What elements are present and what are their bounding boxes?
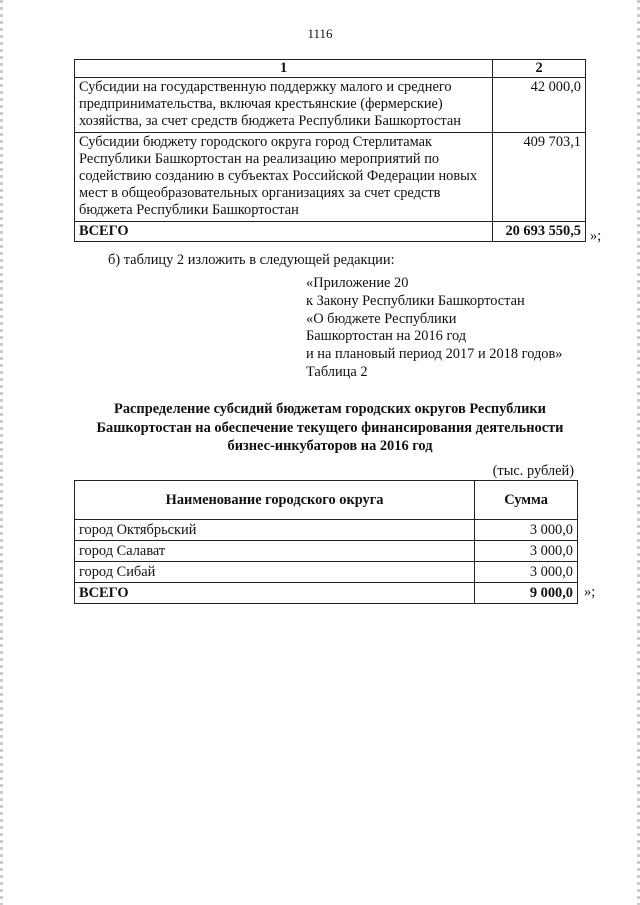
title-line: Башкортостан на обеспечение текущего финансирования деятельности xyxy=(96,419,564,436)
district-value: 3 000,0 xyxy=(475,541,578,562)
appendix-line: и на плановый период 2017 и 2018 годов» xyxy=(306,346,563,363)
page-number: 1116 xyxy=(307,26,333,41)
total-value: 20 693 550,5 xyxy=(493,222,586,242)
column-header-name: Наименование городского округа xyxy=(75,481,475,520)
column-header-2: 2 xyxy=(493,60,586,78)
table-header-row xyxy=(75,481,578,520)
table-row xyxy=(75,562,578,583)
districts-table xyxy=(74,480,578,604)
table-header-row xyxy=(75,60,586,78)
row-name: Субсидии бюджету городского округа город Стерлитамак Республики Башкортостан на реализацию мероприятий по содействию созданию в субъектах Российской Федерации новых мест в общеобразовательных организациях за счет средств бюджета Республики Башкортостан xyxy=(75,133,493,222)
appendix-reference xyxy=(306,275,563,382)
title-line: Распределение субсидий бюджетам городских округов Республики xyxy=(114,401,546,417)
total-label: ВСЕГО xyxy=(75,583,475,604)
appendix-line: Башкортостан на 2016 год xyxy=(306,328,467,345)
row-value: 42 000,0 xyxy=(493,78,586,133)
appendix-line: Таблица 2 xyxy=(306,363,368,380)
table-row xyxy=(75,78,586,133)
district-value: 3 000,0 xyxy=(475,520,578,541)
table-row xyxy=(75,520,578,541)
instruction-text: б) таблицу 2 изложить в следующей редакции: xyxy=(108,252,395,268)
district-name: город Октябрьский xyxy=(75,520,475,541)
appendix-line: к Закону Республики Башкортостан xyxy=(306,292,525,309)
title-line: бизнес-инкубаторов на 2016 год xyxy=(227,438,433,454)
district-name: город Сибай xyxy=(75,562,475,583)
district-value: 3 000,0 xyxy=(475,562,578,583)
column-header-1: 1 xyxy=(75,60,493,78)
units-label: (тыс. рублей) xyxy=(492,463,574,479)
closing-quote: »; xyxy=(584,584,596,600)
total-row xyxy=(75,583,578,604)
subsidies-table xyxy=(74,59,586,242)
row-value: 409 703,1 xyxy=(493,133,586,222)
appendix-line: «О бюджете Республики xyxy=(306,310,457,327)
table-row xyxy=(75,133,586,222)
total-value: 9 000,0 xyxy=(475,583,578,604)
total-row xyxy=(75,222,586,242)
row-name: Субсидии на государственную поддержку малого и среднего предпринимательства, включая крестьянские (фермерские) хозяйства, за счет средств бюджета Республики Башкортостан xyxy=(75,78,493,133)
district-name: город Салават xyxy=(75,541,475,562)
column-header-sum: Сумма xyxy=(475,481,578,520)
table-title xyxy=(74,400,586,456)
table-row xyxy=(75,541,578,562)
total-label: ВСЕГО xyxy=(75,222,493,242)
scan-edge-left xyxy=(0,0,3,905)
closing-quote: »; xyxy=(590,228,602,244)
appendix-line: «Приложение 20 xyxy=(306,275,409,291)
